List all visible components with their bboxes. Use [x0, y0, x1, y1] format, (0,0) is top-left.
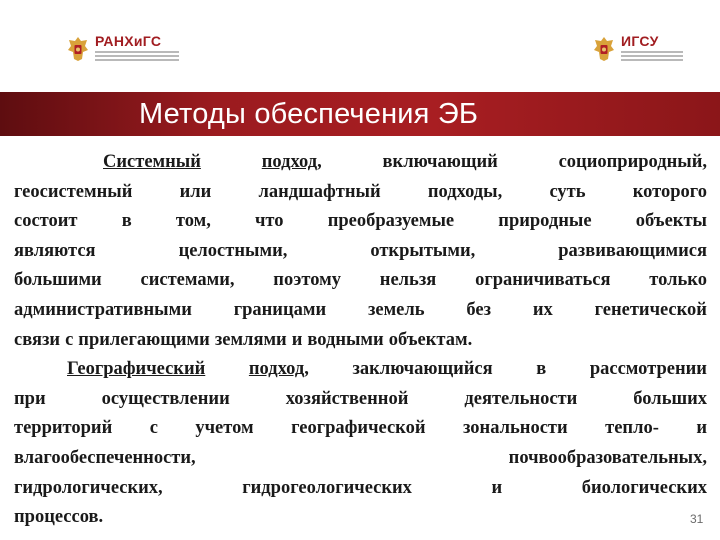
word: административными	[14, 299, 192, 320]
word: и	[491, 477, 503, 498]
logo-name-left: РАНХиГС	[95, 33, 162, 49]
word: объектам.	[388, 329, 473, 350]
logo-subtitle-right	[621, 51, 683, 63]
word: почвообразовательных,	[508, 447, 707, 468]
word: Географический	[67, 359, 206, 380]
word: природные	[498, 211, 592, 232]
logo-name-right: ИГСУ	[621, 33, 659, 49]
word: являются	[14, 240, 96, 261]
text-line	[14, 385, 707, 415]
word: землями	[214, 329, 287, 350]
word: социоприродный,	[558, 152, 707, 172]
word: геосистемный	[14, 181, 133, 202]
word: учетом	[195, 418, 254, 439]
eagle-emblem-icon	[592, 35, 616, 63]
word: ограничиваться	[475, 270, 611, 291]
text-line	[14, 414, 707, 444]
text-line	[14, 503, 707, 533]
slide-body-text	[14, 148, 707, 533]
text-line	[14, 237, 707, 267]
title-band	[0, 92, 720, 136]
word: развивающимися	[558, 240, 707, 261]
word: включающий	[382, 152, 498, 172]
logo-subtitle-left	[95, 51, 179, 63]
word: с	[65, 329, 74, 350]
word: земель	[367, 299, 425, 320]
word: открытыми,	[370, 240, 476, 261]
word: процессов.	[14, 507, 104, 528]
text-line	[14, 178, 707, 208]
word: суть	[549, 181, 586, 202]
word: гидрологических,	[14, 477, 163, 498]
word: осуществлении	[101, 388, 230, 409]
word: без	[466, 299, 492, 320]
word: биологических	[581, 477, 707, 498]
word: или	[179, 181, 212, 202]
word: заключающийся	[352, 359, 493, 380]
word: подход,	[261, 152, 322, 172]
word: границами	[233, 299, 327, 320]
word: целостными,	[178, 240, 288, 261]
text-line	[14, 355, 707, 385]
word: и	[696, 418, 707, 439]
word: гидрогеологических	[242, 477, 412, 498]
word: нельзя	[379, 270, 437, 291]
word: подходы,	[427, 181, 503, 202]
text-line	[14, 326, 707, 356]
word: с	[149, 418, 158, 439]
word: объекты	[635, 211, 707, 232]
word: при	[14, 388, 46, 409]
text-line	[14, 296, 707, 326]
word: том,	[175, 211, 211, 232]
text-line	[14, 444, 707, 474]
word: подход,	[248, 359, 309, 380]
word: системами,	[140, 270, 235, 291]
word: тепло-	[605, 418, 659, 439]
word: водными	[307, 329, 384, 350]
text-line	[14, 207, 707, 237]
word: географической	[291, 418, 426, 439]
word: территорий	[14, 418, 113, 439]
text-line	[14, 148, 707, 178]
text-line	[14, 266, 707, 296]
word: зональности	[462, 418, 568, 439]
eagle-emblem-icon	[66, 35, 90, 63]
word: большими	[14, 270, 102, 291]
page-number: 31	[690, 512, 704, 526]
word: больших	[633, 388, 707, 409]
word: влагообеспеченности,	[14, 447, 196, 468]
slide-title: Методы обеспечения ЭБ	[139, 98, 479, 130]
word: прилегающими	[78, 329, 210, 350]
word: генетической	[594, 299, 707, 320]
word: хозяйственной	[285, 388, 409, 409]
word: только	[649, 270, 707, 291]
word: в	[121, 211, 132, 232]
word: связи	[14, 329, 61, 350]
igsu-logo	[592, 34, 683, 63]
word: и	[291, 329, 303, 350]
word: Системный	[103, 152, 201, 172]
word: поэтому	[273, 270, 342, 291]
word: рассмотрении	[589, 359, 707, 380]
word: преобразуемые	[327, 211, 455, 232]
text-line	[14, 474, 707, 504]
ranepa-logo	[66, 34, 179, 63]
word: что	[255, 211, 284, 232]
word: их	[532, 299, 553, 320]
word: деятельности	[464, 388, 578, 409]
word: ландшафтный	[258, 181, 381, 202]
word: в	[536, 359, 547, 380]
word: состоит	[14, 211, 78, 232]
word: которого	[632, 181, 707, 202]
